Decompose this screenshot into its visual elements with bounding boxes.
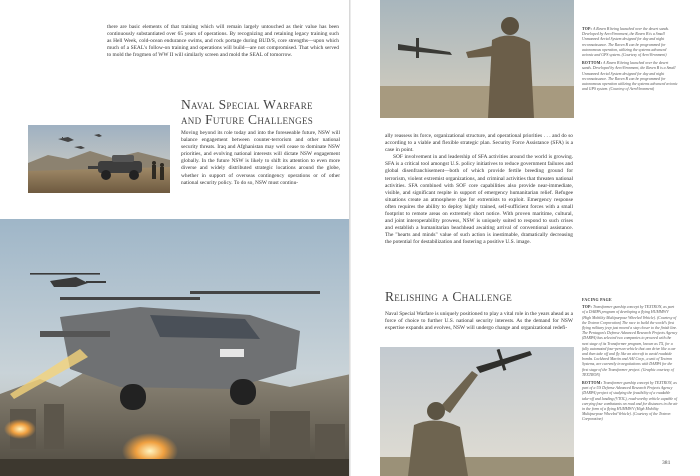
caption-top-label: TOP: bbox=[582, 27, 593, 31]
facing-page-title: FACING PAGE bbox=[582, 298, 612, 302]
sfa-column bbox=[385, 133, 573, 247]
sfa-text-p2: SOF involvement in and leadership of SFA activities around the world is growing. SFA is a critical tool amongst U.S. policy initiatives to reduce government failures and global disenfranchisement—both of which provide fertile breeding ground for terrorism, violent extremist organizations, and criminal activities that threaten national activities. SFA combined with SOF core capabilities also provide near-immediate, visible, and significant respite in support of emergency humanitarian relief. Refugee situations create an atmosphere ripe for extremists to exploit. Emergency response often requires the ability to deploy highly trained, self-sufficient forces with a small footprint to remote areas on extremely short notice. With proven maritime, cultural, and joint interoperability prowess, NSW is uniquely suited to respond to such crises and establish a humanitarian beachhead awaiting arrival of conventional assistance. The "hearts and minds" value of such action is inestimable, dramatically decreasing the potential for destabilization and fostering a positive U.S. image. bbox=[385, 154, 573, 246]
facing-top-label: TOP: bbox=[582, 305, 593, 310]
facing-top-text: Transformer gunship concept by TEXTRON, as part of a DARPA program of developing a flying HUMMWV (High Mobility Multipurpose Wheeled Vehicle). (Courtesy of the Textron Corporation) The race to build the world's first flying military jeep just moved a step closer to the finish line. The Pentagon's Defense Advanced Research Projects Agency (DARPA) has selected two companies to proceed with the next stage of its Transformer program, known as TX, for a fully automated four-person vehicle that can drive like a car and then take off and fly like an aircraft to avoid roadside bombs. Lockheed Martin and AAI Corp., a unit of Textron Systems, are currently in negotiations with DARPA for the first stage of the Transformer project. (Graphic courtesy of TEXTRON) bbox=[582, 305, 678, 377]
intro-paragraph-text: there are basic elements of that training which will remain largely untouched as their value has been continuously substantiated over 65 years of operations. By recognizing and retaining legacy training such as Hell Week, cold-ocean endurance swims, and rock portage during BUD/S, core strengths—upon which much of a SEAL's follow-on training and operations will build—are not compromised. That which served to mold the frogmen of WW II will similarly screen and mold the SEAL of tomorrow. bbox=[107, 24, 339, 59]
caption-top-right bbox=[582, 27, 678, 95]
facing-caption-bottom bbox=[582, 381, 678, 423]
raven-launch-image-bottom bbox=[380, 347, 574, 476]
raven-launch-image-top bbox=[380, 0, 574, 118]
book-gutter bbox=[349, 0, 351, 476]
transformer-concept-photo-small bbox=[28, 125, 170, 193]
page-number: 381 bbox=[662, 460, 671, 466]
transformer-gunship-illustration bbox=[0, 219, 351, 476]
caption-top bbox=[582, 27, 678, 58]
intro-paragraph bbox=[107, 24, 339, 59]
section-heading-relishing bbox=[385, 289, 573, 304]
caption-facing-page bbox=[582, 298, 678, 426]
sfa-text-p1: ally reassess its force, organizational structure, and operational priorities . . . and do so according to a viable and flexible strategic plan. Security Force Assistance (SFA) is a case in point. bbox=[385, 133, 573, 154]
caption-top-text: A Raven B being launched over the desert sands. Developed by AeroVironment, the Raven B is a Small Unmanned Aerial System designed for day and night reconnaissance. The Raven B can be programmed for autonomous operation, utilizing the systems advanced avionic and GPS system. (Courtesy of AeroVironment) bbox=[582, 27, 670, 58]
facing-bottom-text: Transformer gunship concept by TEXTRON, as part of a US Defense Advanced Research Projects Agency (DARPA) project of studying the feasibility of a roadable take-off and landing (VTOL), road-worthy vehicle capable of carrying four combatants on road and for distances in the air in the form of a flying HUMMWV (High Mobility Multipurpose Wheeled Vehicle). (Courtesy of the Textron Corporation) bbox=[582, 381, 678, 422]
raven-launch-photo-top bbox=[380, 0, 574, 118]
caption-bottom-text: A Raven B being launched over the desert sands. Developed by AeroVironment, the Raven B is a Small Unmanned Aerial System designed for day and night reconnaissance. The Raven B can be programmed for autonomous operation utilizing the systems advanced avionic and GPS system. (Courtesy of AeroVironment) bbox=[582, 61, 678, 92]
caption-bottom-label: BOTTOM: bbox=[582, 61, 603, 66]
facing-caption-top bbox=[582, 305, 678, 378]
heading-line-1: Naval Special Warfare bbox=[181, 97, 313, 112]
caption-bottom bbox=[582, 61, 678, 92]
section-heading-future bbox=[181, 97, 341, 127]
facing-bottom-label: BOTTOM: bbox=[582, 381, 603, 386]
heading-line-2: and Future Challenges bbox=[181, 112, 314, 127]
future-challenges-text: Moving beyond its role today and into the foreseeable future, NSW will balance engagement between counter-terrorism and other national security threats. Iraq and Afghanistan may well cease to dominate NSW priorities, and evolving national interests will dictate NSW engagement globally. In the future NSW is likely to shift its attention to even more diverse and widely distributed strategic locations around the globe, whether in support of overseas contingency operations or of other national security policy. To do so, NSW must continu- bbox=[181, 130, 340, 186]
relishing-heading-text: Relishing a Challenge bbox=[385, 289, 513, 304]
transformer-concept-image bbox=[28, 125, 170, 193]
relishing-text: Naval Special Warfare is uniquely positioned to play a vital role in the years ahead as a force of choice to further U.S. national security interests. As the demand for NSW expertise expands and evolves, NSW will undergo change and organizational redefi- bbox=[385, 311, 573, 332]
transformer-gunship-image bbox=[0, 219, 351, 476]
raven-launch-photo-bottom bbox=[380, 347, 574, 476]
relishing-paragraph bbox=[385, 311, 573, 332]
future-challenges-paragraph bbox=[181, 130, 340, 187]
